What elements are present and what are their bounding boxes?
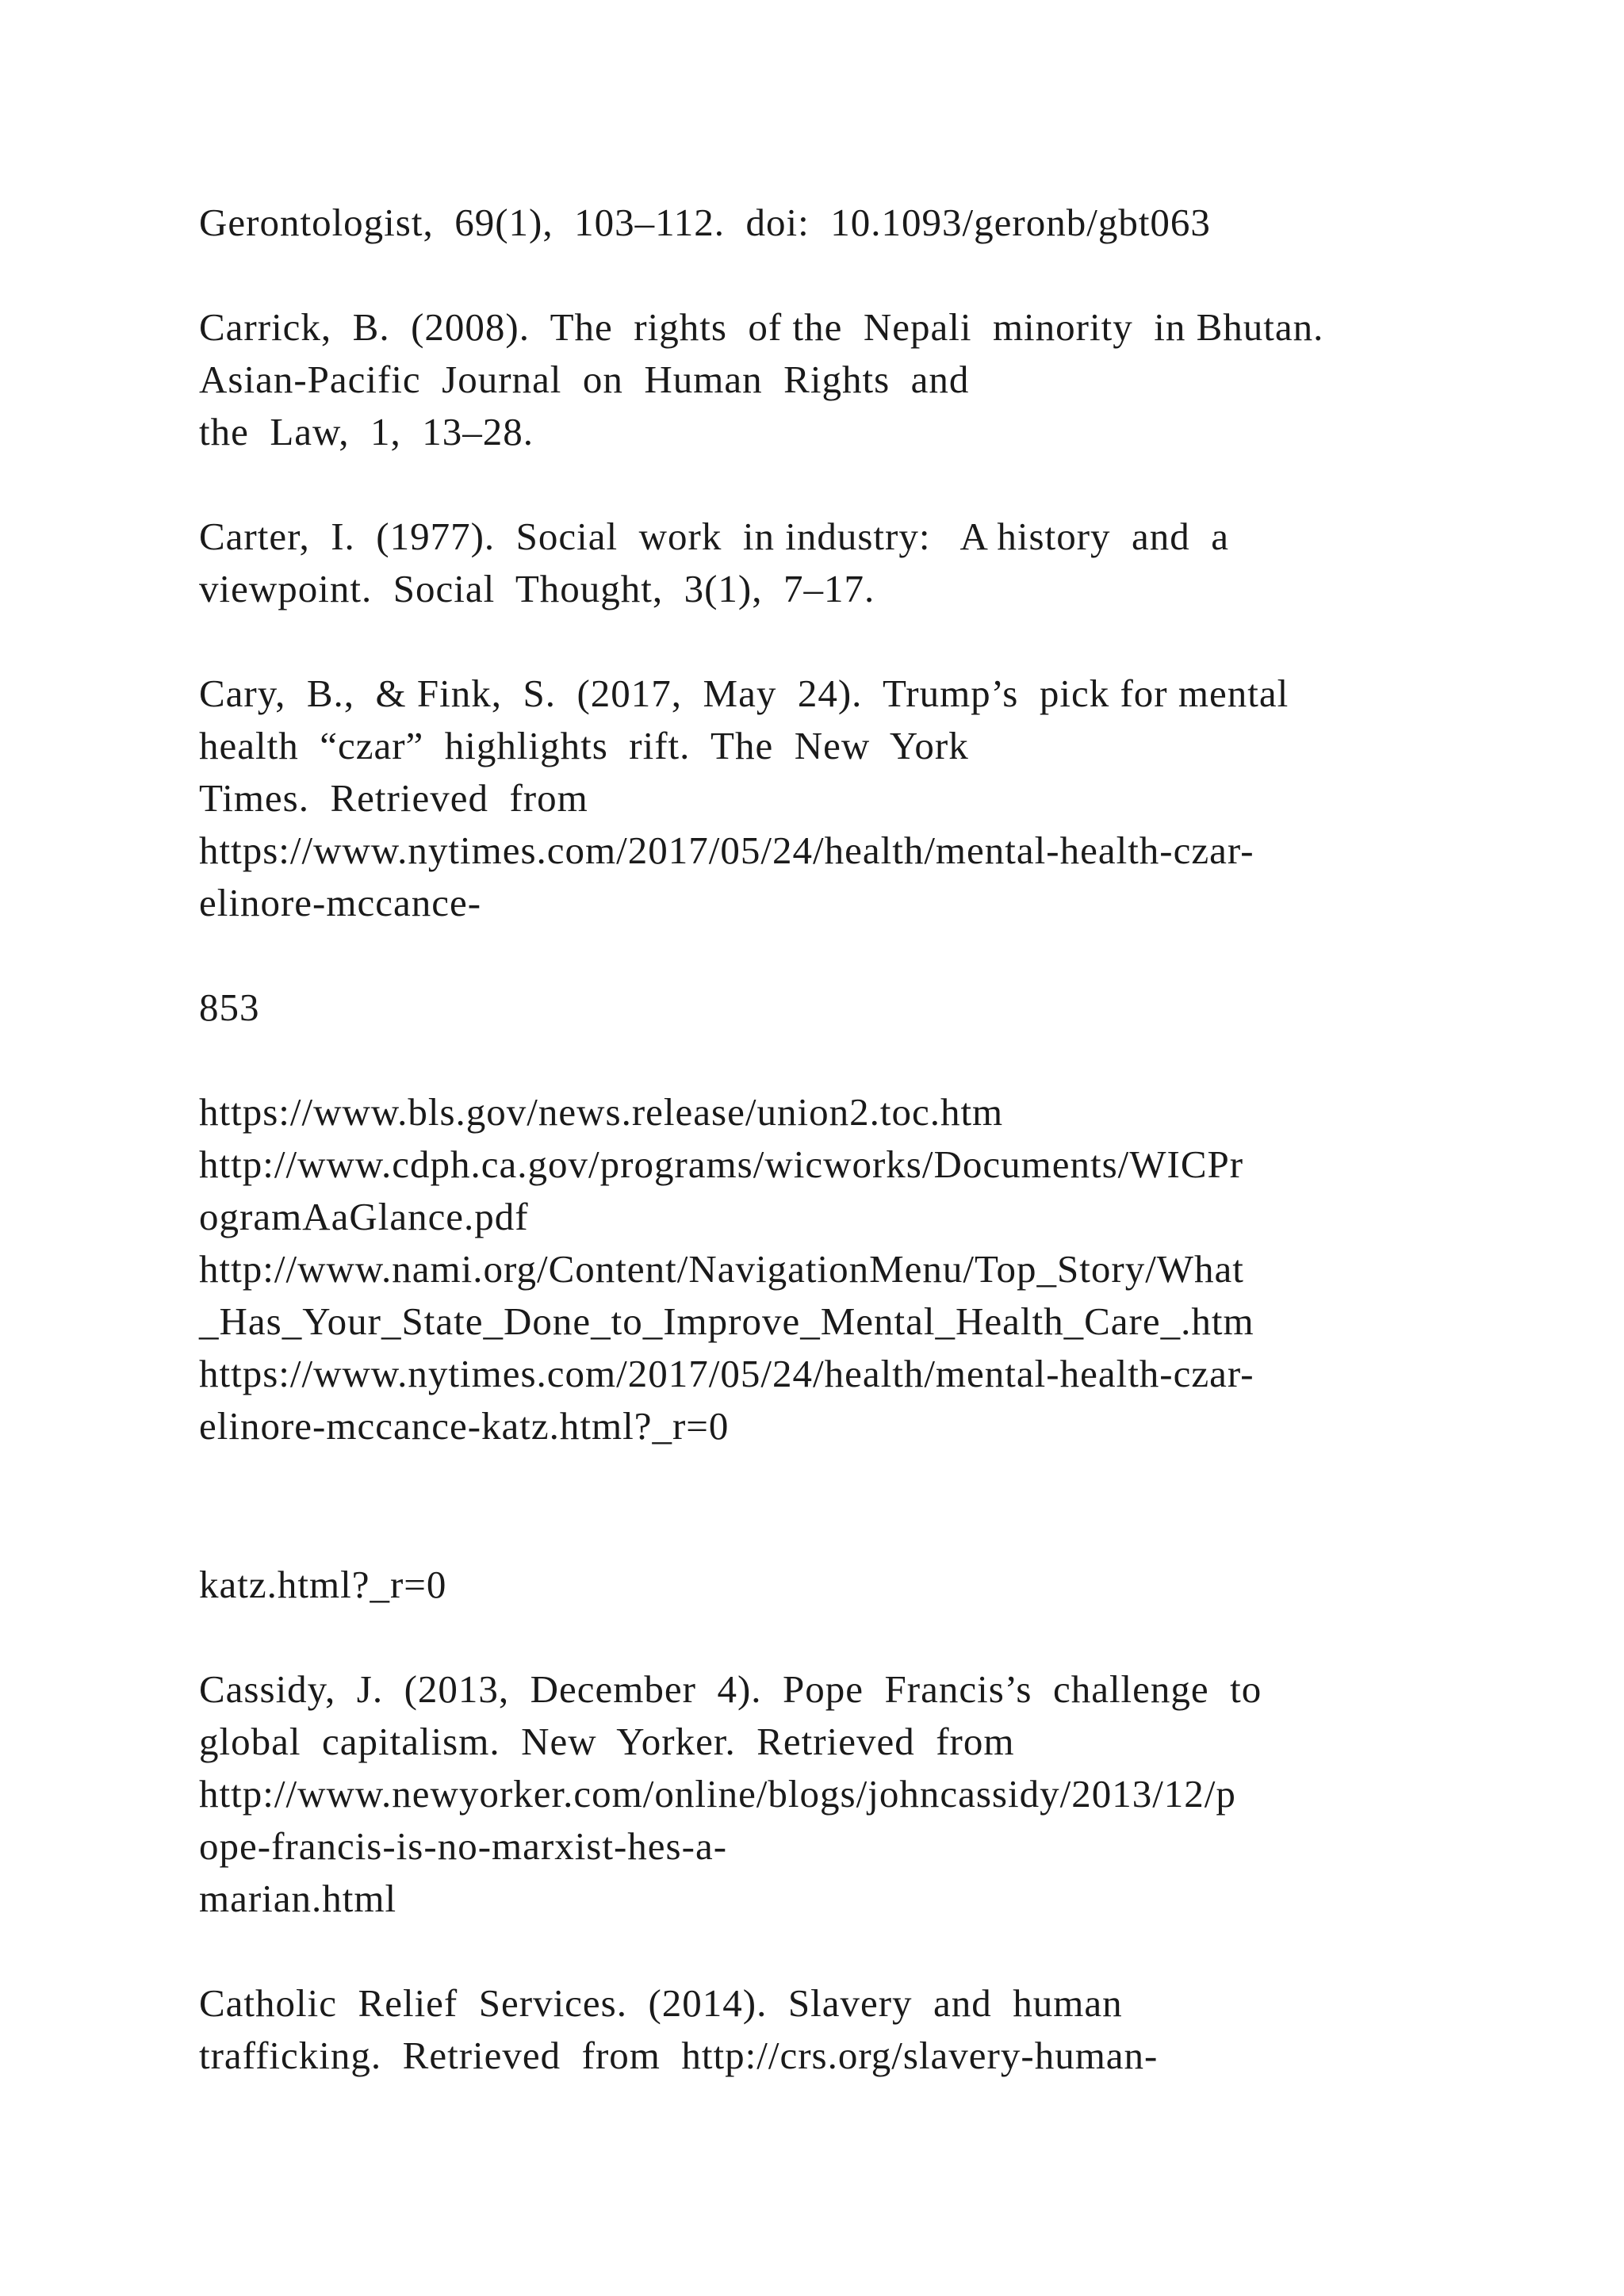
text-line: Asian-Pacific Journal on Human Rights and	[199, 358, 970, 401]
text-line: Carrick, B. (2008). The rights of the Nepali minority in Bhutan.	[199, 305, 1324, 349]
text-line: katz.html?_r=0	[199, 1563, 447, 1606]
text-line: https://www.nytimes.com/2017/05/24/health/mental-health-czar-	[199, 828, 1254, 872]
text-line: health “czar” highlights rift. The New York	[199, 724, 969, 767]
text-line: ope-francis-is-no-marxist-hes-a-	[199, 1824, 728, 1868]
text-line: the Law, 1, 13–28.	[199, 410, 534, 453]
text-line: https://www.bls.gov/news.release/union2.toc.htm	[199, 1090, 1004, 1134]
text-line: marian.html	[199, 1877, 397, 1920]
text-line: elinore-mccance-katz.html?_r=0	[199, 1404, 730, 1448]
text-line: Cary, B., & Fink, S. (2017, May 24). Trump’s pick for mental	[199, 672, 1289, 715]
text-line: Gerontologist, 69(1), 103–112. doi: 10.1093/geronb/gbt063	[199, 201, 1211, 244]
text-line: viewpoint. Social Thought, 3(1), 7–17.	[199, 567, 875, 610]
text-line: global capitalism. New Yorker. Retrieved from	[199, 1720, 1015, 1763]
text-line: ogramAaGlance.pdf	[199, 1195, 529, 1238]
page-number: 853	[199, 985, 260, 1029]
text-line: http://www.newyorker.com/online/blogs/johncassidy/2013/12/p	[199, 1772, 1236, 1816]
text-line: Times. Retrieved from	[199, 776, 588, 820]
text-line: http://www.cdph.ca.gov/programs/wicworks/Documents/WICPr	[199, 1142, 1244, 1186]
text-line: http://www.nami.org/Content/NavigationMenu/Top_Story/What	[199, 1247, 1244, 1291]
text-line: Catholic Relief Services. (2014). Slavery and human	[199, 1981, 1123, 2025]
text-line: trafficking. Retrieved from http://crs.org/slavery-human-	[199, 2034, 1159, 2077]
text-line: Cassidy, J. (2013, December 4). Pope Francis’s challenge to	[199, 1667, 1262, 1711]
text-line: Carter, I. (1977). Social work in industry: A history and a	[199, 515, 1230, 558]
text-line: _Has_Your_State_Done_to_Improve_Mental_Health_Care_.htm	[199, 1299, 1254, 1343]
text-line: https://www.nytimes.com/2017/05/24/health/mental-health-czar-	[199, 1352, 1254, 1395]
text-line: elinore-mccance-	[199, 881, 482, 924]
